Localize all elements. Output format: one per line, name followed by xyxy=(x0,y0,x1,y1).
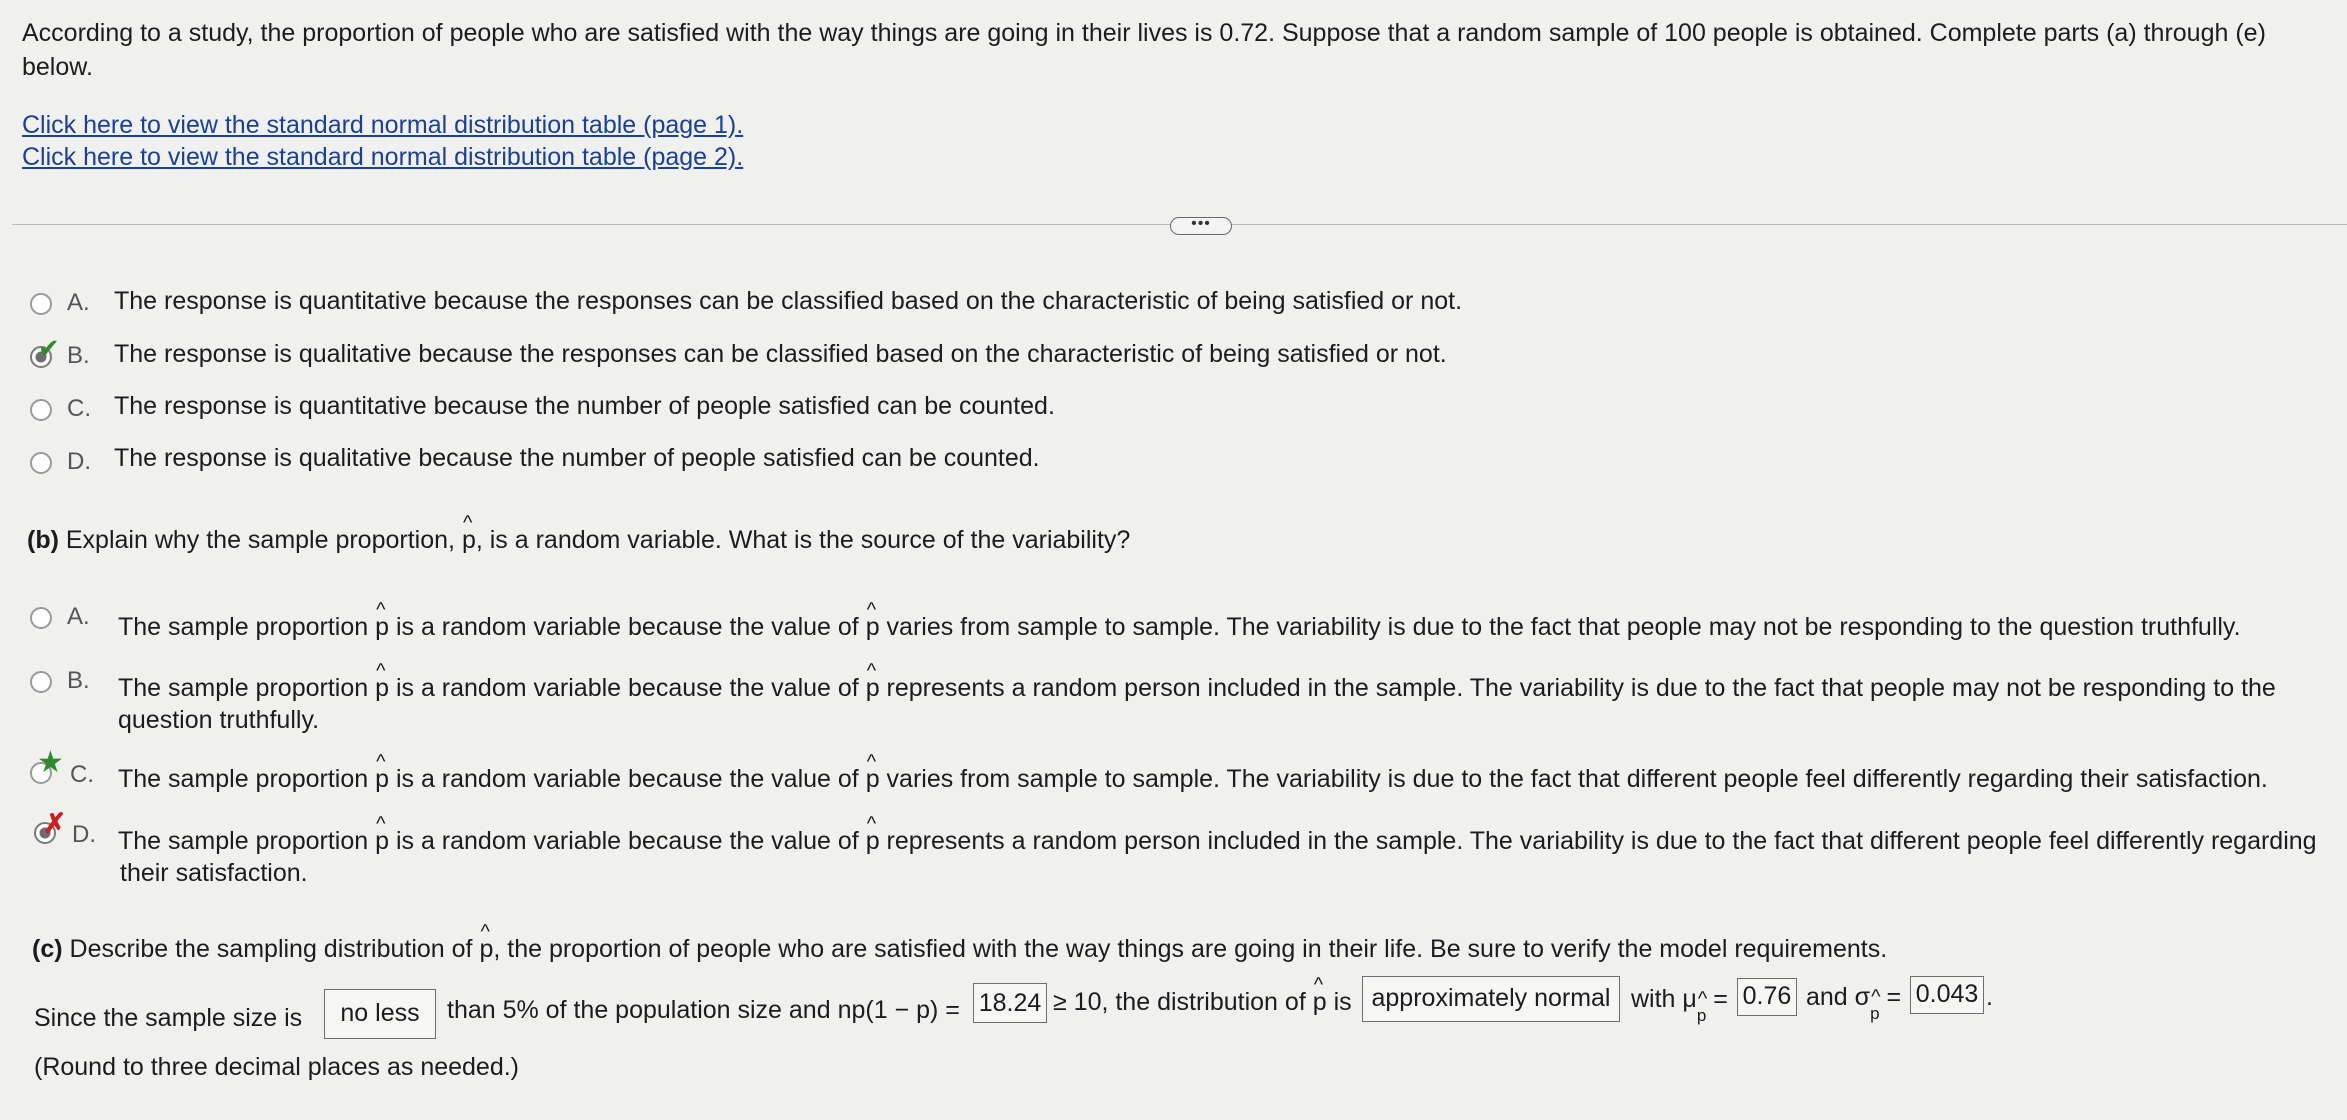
p-hat-subscript: ^ $_p$ xyxy=(1697,1001,1706,1031)
part-b-option-b-text-line2: question truthfully. xyxy=(118,706,320,734)
option-text-post: varies from sample to sample. The variability is due to the fact that people may not be responding to the question truthfully. xyxy=(886,613,2241,641)
mu-label xyxy=(1631,984,1728,1025)
p-hat-symbol: ^ p xyxy=(479,934,493,964)
p-hat-symbol: ^ p xyxy=(375,673,389,703)
option-text-post: represents a random person included in the sample. The variability is due to the fact that people may not be responding to the xyxy=(886,674,2276,702)
p-hat-symbol: ^ p xyxy=(1313,987,1327,1017)
equals-sign: = xyxy=(1886,983,1902,1011)
text-dist-pre: ≥ 10, the distribution of xyxy=(1053,988,1306,1016)
part-b-option-d-letter: D. xyxy=(72,821,96,848)
p-hat-symbol: ^ p xyxy=(375,612,389,642)
p-hat-subscript: ^ $_p$ xyxy=(1870,999,1879,1029)
part-c-sentence-dist xyxy=(1053,987,1352,1017)
expand-more-button[interactable]: ••• xyxy=(1170,217,1232,235)
part-b-option-d-text[interactable] xyxy=(118,826,2317,856)
p-hat-symbol: ^ p xyxy=(866,673,880,703)
part-b-question-post: , is a random variable. What is the source of the variability? xyxy=(475,526,1131,554)
part-a-option-a-radio[interactable] xyxy=(30,293,52,315)
option-text-pre: The sample proportion xyxy=(118,827,369,855)
part-a-option-c-letter: C. xyxy=(67,395,91,422)
p-hat-symbol: ^ p xyxy=(462,525,476,555)
normal-table-link-page-2[interactable]: Click here to view the standard normal distribution table (page 2). xyxy=(22,143,744,171)
p-hat-symbol: ^ p xyxy=(866,764,880,794)
incorrect-x-icon: ✗ xyxy=(43,808,67,839)
p-hat-symbol: ^ p xyxy=(866,826,880,856)
mu-symbol: with μ xyxy=(1631,985,1697,1013)
correct-answer-star-icon: ★ xyxy=(37,746,64,779)
normal-table-link-page-1[interactable]: Click here to view the standard normal distribution table (page 1). xyxy=(22,111,744,139)
part-a-option-a-letter: A. xyxy=(67,289,90,316)
part-c-question-post: , the proportion of people who are satisfied with the way things are going in their life. Be sure to verify the model requirements. xyxy=(493,935,1888,963)
mu-answer-box[interactable]: 0.76 xyxy=(1737,978,1797,1016)
correct-check-icon: ✔ xyxy=(38,333,60,363)
part-b-option-c-letter: C. xyxy=(70,761,94,788)
option-text-pre: The sample proportion xyxy=(118,765,369,793)
sentence-period: . xyxy=(1986,983,1993,1011)
option-text-mid: is a random variable because the value of xyxy=(395,613,859,641)
distribution-answer-box[interactable]: approximately normal xyxy=(1362,976,1620,1022)
sigma-symbol: and σ xyxy=(1806,983,1871,1011)
round-note: (Round to three decimal places as needed.) xyxy=(34,1053,520,1081)
part-b-option-a-text[interactable] xyxy=(118,612,2241,642)
part-a-option-b-text[interactable]: The response is qualitative because the responses can be classified based on the characteristic of being satisfied or not. xyxy=(114,340,1447,368)
option-text-post: varies from sample to sample. The variability is due to the fact that different people feel differently regarding their satisfaction. xyxy=(886,765,2268,793)
p-hat-symbol: ^ p xyxy=(375,764,389,794)
part-a-option-d-letter: D. xyxy=(67,448,91,475)
part-c-question xyxy=(32,934,1887,964)
part-c-label: (c) xyxy=(32,935,63,963)
part-b-label: (b) xyxy=(27,526,59,554)
option-text-pre: The sample proportion xyxy=(118,613,369,641)
option-text-mid: is a random variable because the value of xyxy=(395,765,859,793)
option-text-pre: The sample proportion xyxy=(118,674,369,702)
sigma-answer-box[interactable]: 0.043 xyxy=(1910,976,1984,1014)
option-text-mid: is a random variable because the value of xyxy=(395,827,859,855)
part-c-sentence-start: Since the sample size is xyxy=(34,1004,303,1032)
option-text-mid: is a random variable because the value of xyxy=(395,674,859,702)
text-is: is xyxy=(1333,988,1352,1016)
part-a-option-c-text[interactable]: The response is quantitative because the number of people satisfied can be counted. xyxy=(114,392,1055,420)
part-a-option-c-radio[interactable] xyxy=(30,399,52,421)
p-hat-symbol: ^ p xyxy=(866,612,880,642)
part-a-option-d-radio[interactable] xyxy=(30,452,52,474)
part-b-option-c-text[interactable] xyxy=(118,764,2268,794)
part-a-option-b-letter: B. xyxy=(67,342,90,369)
part-a-option-d-text[interactable]: The response is qualitative because the number of people satisfied can be counted. xyxy=(114,444,1040,472)
p-hat-symbol: ^ p xyxy=(375,826,389,856)
part-b-question-pre: Explain why the sample proportion, xyxy=(65,526,455,554)
part-b-option-b-radio[interactable] xyxy=(30,671,52,693)
option-text-post: represents a random person included in the sample. The variability is due to the fact that different people feel differently regarding xyxy=(886,827,2317,855)
part-b-option-a-letter: A. xyxy=(67,603,90,630)
np-value-answer-box[interactable]: 18.24 xyxy=(973,983,1047,1023)
part-b-option-a-radio[interactable] xyxy=(30,607,52,629)
equals-sign: = xyxy=(1713,985,1728,1013)
part-b-option-b-letter: B. xyxy=(67,667,90,694)
problem-intro: According to a study, the proportion of people who are satisfied with the way things are going in their lives is 0.72. Suppose that a random sample of 100 people is obtained. Complete parts (a) through (e) below. xyxy=(22,19,2266,81)
part-b-option-b-text[interactable] xyxy=(118,673,2276,703)
sigma-label xyxy=(1806,982,1902,1023)
part-c-question-pre: Describe the sampling distribution of xyxy=(69,935,473,963)
sample-size-answer-box[interactable]: no less xyxy=(324,989,436,1039)
part-c-sentence-np: than 5% of the population size and np(1 − p) = xyxy=(447,996,960,1024)
part-a-option-a-text[interactable]: The response is quantitative because the responses can be classified based on the characteristic of being satisfied or not. xyxy=(114,287,1463,315)
part-b-question xyxy=(27,525,1130,555)
part-b-option-d-text-line2: their satisfaction. xyxy=(120,859,308,887)
